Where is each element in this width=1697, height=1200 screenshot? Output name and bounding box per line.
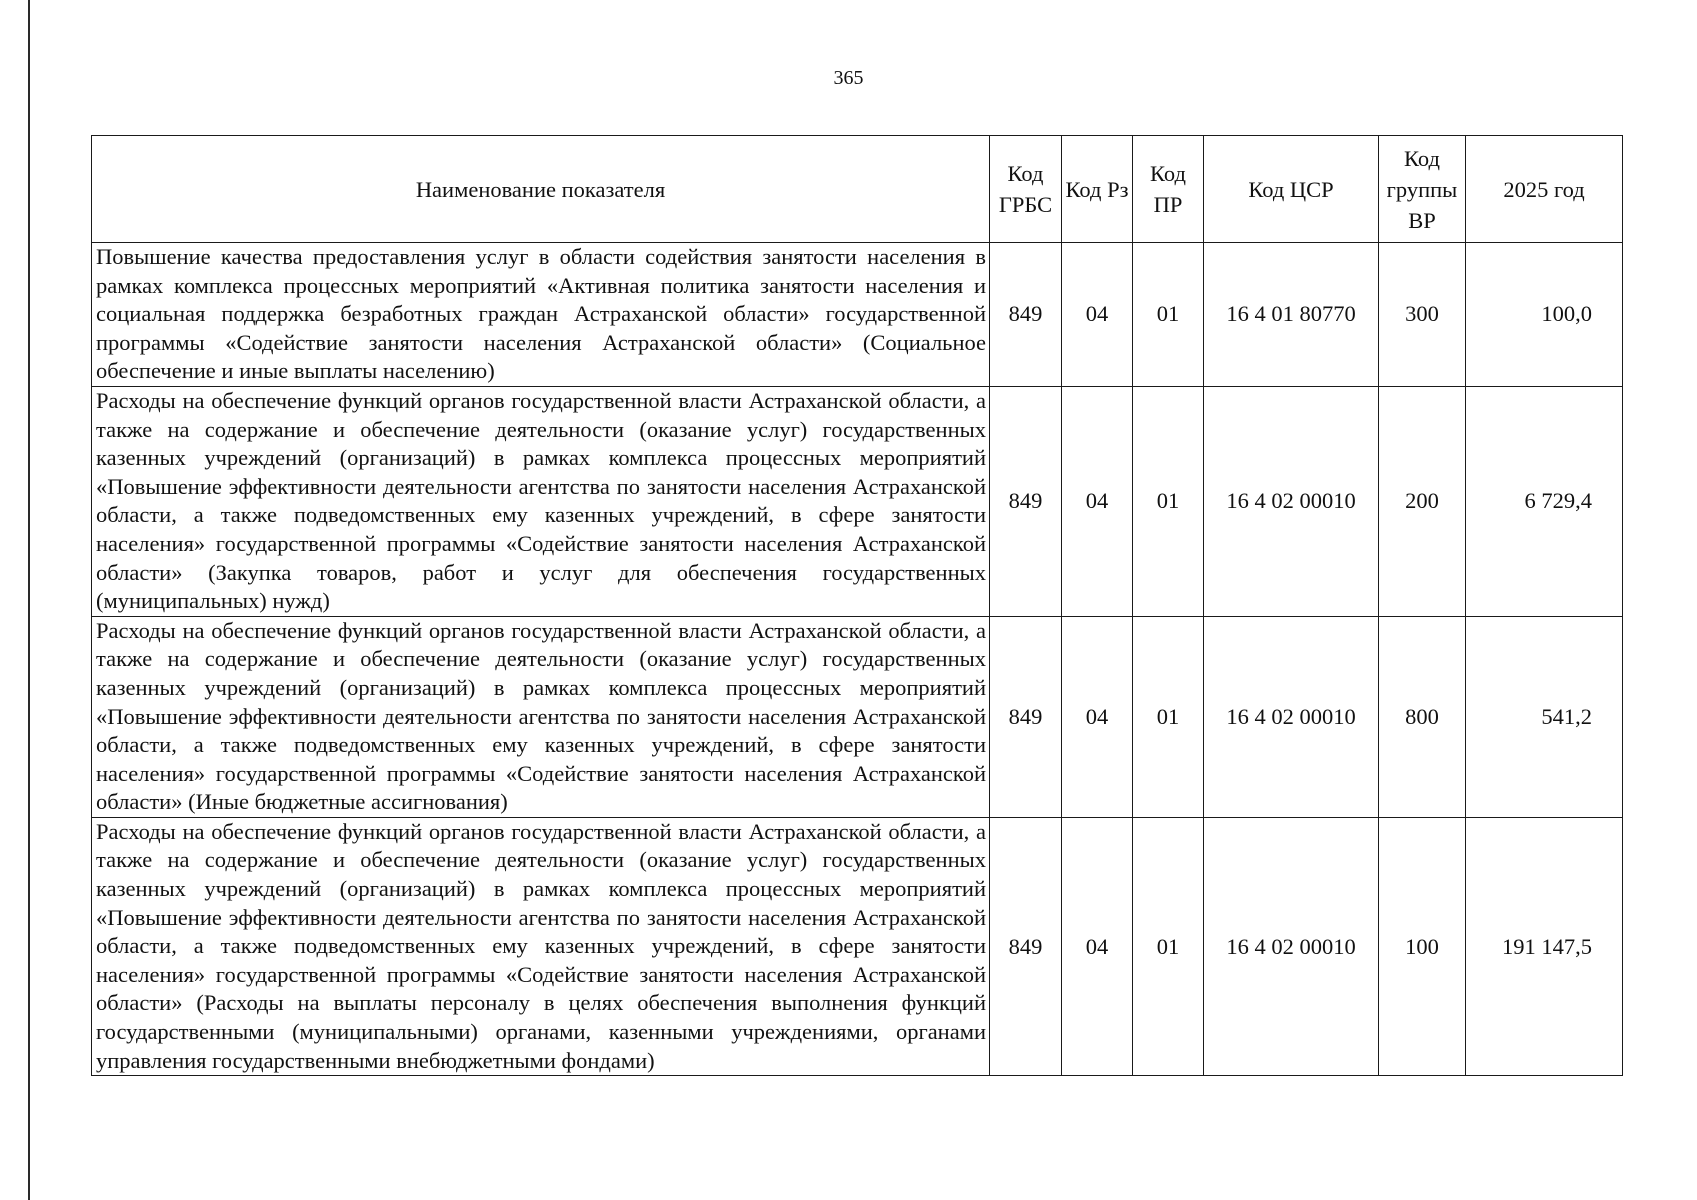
vr-code: 800 <box>1379 616 1466 817</box>
table-header-row <box>92 136 1623 243</box>
indicator-name: Расходы на обеспечение функций органов государственной власти Астраханской области, а также на содержание и обеспечение деятельности (оказание услуг) государственных казенных учреждений (организаций) в рамках комплекса процессных мероприятий «Повышение эффективности деятельности агентства по занятости населения Астраханской области, а также подведомственных ему казенных учреждений, в сфере занятости населения» государственной программы «Содействие занятости населения Астраханской области» (Иные бюджетные ассигнования) <box>92 616 990 817</box>
header-csr: Код ЦСР <box>1204 136 1379 243</box>
amount-2025: 6 729,4 <box>1466 386 1623 616</box>
budget-table <box>91 135 1623 1076</box>
grbs-code: 849 <box>990 243 1062 387</box>
vr-code: 300 <box>1379 243 1466 387</box>
header-pr: Код ПР <box>1133 136 1204 243</box>
indicator-name: Повышение качества предоставления услуг в области содействия занятости населения в рамках комплекса процессных мероприятий «Активная политика занятости населения и социальная поддержка безработных граждан Астраханской области» государственной программы «Содействие занятости населения Астраханской области» (Социальное обеспечение и иные выплаты населению) <box>92 243 990 387</box>
binding-margin-line <box>28 0 30 1200</box>
page-number: 365 <box>833 67 864 89</box>
vr-code: 200 <box>1379 386 1466 616</box>
pr-code: 01 <box>1133 616 1204 817</box>
indicator-name: Расходы на обеспечение функций органов государственной власти Астраханской области, а также на содержание и обеспечение деятельности (оказание услуг) государственных казенных учреждений (организаций) в рамках комплекса процессных мероприятий «Повышение эффективности деятельности агентства по занятости населения Астраханской области, а также подведомственных ему казенных учреждений, в сфере занятости населения» государственной программы «Содействие занятости населения Астраханской области» (Расходы на выплаты персоналу в целях обеспечения выполнения функций государственными (муниципальными) органами, казенными учреждениями, органами управления государственными внебюджетными фондами) <box>92 817 990 1075</box>
indicator-name: Расходы на обеспечение функций органов государственной власти Астраханской области, а также на содержание и обеспечение деятельности (оказание услуг) государственных казенных учреждений (организаций) в рамках комплекса процессных мероприятий «Повышение эффективности деятельности агентства по занятости населения Астраханской области, а также подведомственных ему казенных учреждений, в сфере занятости населения» государственной программы «Содействие занятости населения Астраханской области» (Закупка товаров, работ и услуг для обеспечения государственных (муниципальных) нужд) <box>92 386 990 616</box>
grbs-code: 849 <box>990 386 1062 616</box>
csr-code: 16 4 02 00010 <box>1204 386 1379 616</box>
rz-code: 04 <box>1062 817 1133 1075</box>
header-name: Наименование показателя <box>92 136 990 243</box>
csr-code: 16 4 02 00010 <box>1204 817 1379 1075</box>
rz-code: 04 <box>1062 616 1133 817</box>
rz-code: 04 <box>1062 386 1133 616</box>
csr-code: 16 4 01 80770 <box>1204 243 1379 387</box>
rz-code: 04 <box>1062 243 1133 387</box>
header-rz: Код Рз <box>1062 136 1133 243</box>
pr-code: 01 <box>1133 386 1204 616</box>
amount-2025: 100,0 <box>1466 243 1623 387</box>
header-grbs: Код ГРБС <box>990 136 1062 243</box>
grbs-code: 849 <box>990 616 1062 817</box>
amount-2025: 541,2 <box>1466 616 1623 817</box>
table-row <box>92 817 1623 1075</box>
pr-code: 01 <box>1133 817 1204 1075</box>
pr-code: 01 <box>1133 243 1204 387</box>
vr-code: 100 <box>1379 817 1466 1075</box>
table-row <box>92 386 1623 616</box>
amount-2025: 191 147,5 <box>1466 817 1623 1075</box>
header-vr: Код группы ВР <box>1379 136 1466 243</box>
table-row <box>92 616 1623 817</box>
csr-code: 16 4 02 00010 <box>1204 616 1379 817</box>
header-year: 2025 год <box>1466 136 1623 243</box>
grbs-code: 849 <box>990 817 1062 1075</box>
table-row <box>92 243 1623 387</box>
